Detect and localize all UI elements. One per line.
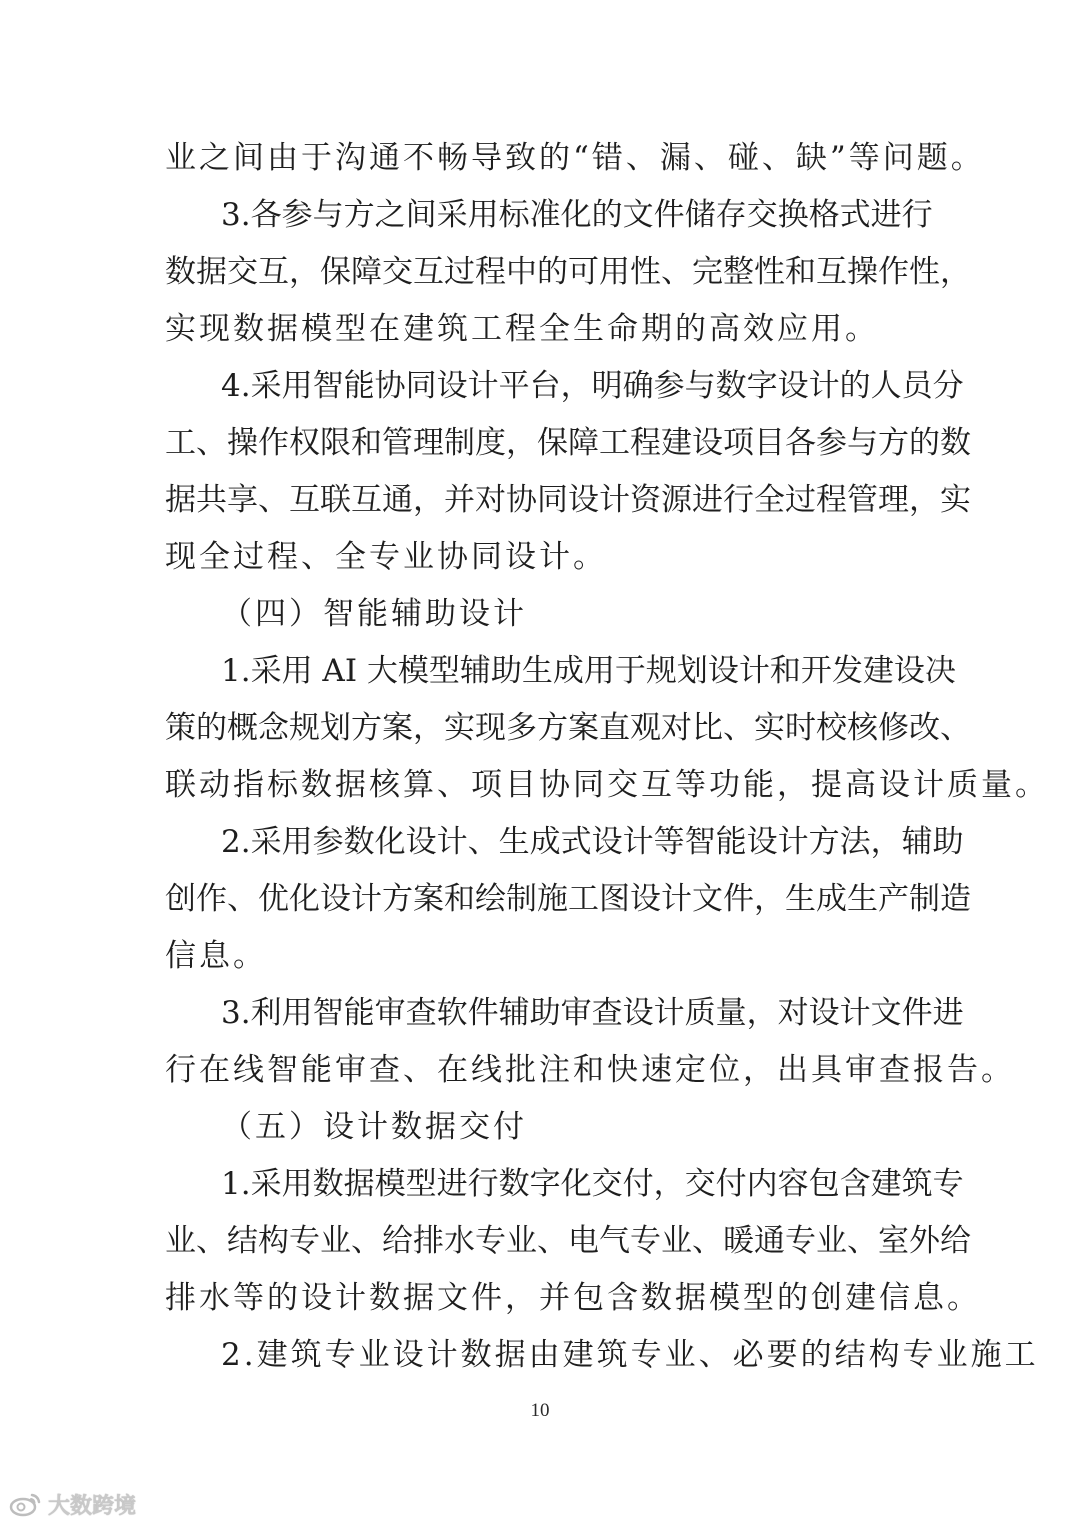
page-number: 10	[530, 1400, 550, 1421]
watermark	[8, 1489, 136, 1519]
paragraph-line: 现全过程、全专业协同设计。	[165, 539, 607, 575]
paragraph-line: 业、结构专业、给排水专业、电气专业、暖通专业、室外给	[165, 1223, 971, 1259]
paragraph-line: 数据交互，保障交互过程中的可用性、完整性和互操作性，	[165, 254, 971, 290]
paragraph-line: （五）设计数据交付	[221, 1109, 527, 1145]
paragraph-line: 据共享、互联互通，并对协同设计资源进行全过程管理，实	[165, 482, 971, 518]
paragraph-line: 2.建筑专业设计数据由建筑专业、必要的结构专业施工	[221, 1337, 1039, 1373]
paragraph-line: 信息。	[165, 938, 267, 974]
paragraph-line: 策的概念规划方案，实现多方案直观对比、实时校核修改、	[165, 710, 971, 746]
paragraph	[165, 643, 1049, 814]
paragraph-line: 工、操作权限和管理制度，保障工程建设项目各参与方的数	[165, 425, 971, 461]
paragraph	[165, 1099, 917, 1156]
paragraph-line: 1.采用数据模型进行数字化交付，交付内容包含建筑专	[221, 1166, 964, 1202]
paragraph	[165, 814, 971, 985]
paragraph-line: 3.各参与方之间采用标准化的文件储存交换格式进行	[221, 197, 933, 233]
paragraph	[165, 1327, 1039, 1384]
paragraph	[165, 586, 917, 643]
paragraph-line: （四）智能辅助设计	[221, 596, 527, 632]
paragraph-line: 行在线智能审查、在线批注和快速定位，出具审查报告。	[165, 1052, 1015, 1088]
paragraph	[165, 187, 971, 358]
paragraph-line: 3.利用智能审查软件辅助审查设计质量，对设计文件进	[221, 995, 964, 1031]
paragraph-line: 创作、优化设计方案和绘制施工图设计文件，生成生产制造	[165, 881, 971, 917]
weibo-style-logo-icon	[8, 1491, 42, 1517]
paragraph-line: 1.采用 AI 大模型辅助生成用于规划设计和开发建设决	[221, 653, 956, 689]
paragraph	[165, 130, 985, 187]
document-body	[165, 130, 1049, 1384]
paragraph-line: 2.采用参数化设计、生成式设计等智能设计方法，辅助	[221, 824, 964, 860]
watermark-text: 大数跨境	[48, 1493, 137, 1519]
paragraph-line: 实现数据模型在建筑工程全生命期的高效应用。	[165, 311, 879, 347]
paragraph	[165, 985, 1015, 1099]
paragraph	[165, 1156, 981, 1327]
paragraph-line: 联动指标数据核算、项目协同交互等功能，提高设计质量。	[165, 767, 1049, 803]
paragraph-line: 排水等的设计数据文件，并包含数据模型的创建信息。	[165, 1280, 981, 1316]
paragraph-line: 4.采用智能协同设计平台，明确参与数字设计的人员分	[221, 368, 964, 404]
paragraph-line: 业之间由于沟通不畅导致的“错、漏、碰、缺”等问题。	[165, 140, 985, 176]
paragraph	[165, 358, 971, 586]
